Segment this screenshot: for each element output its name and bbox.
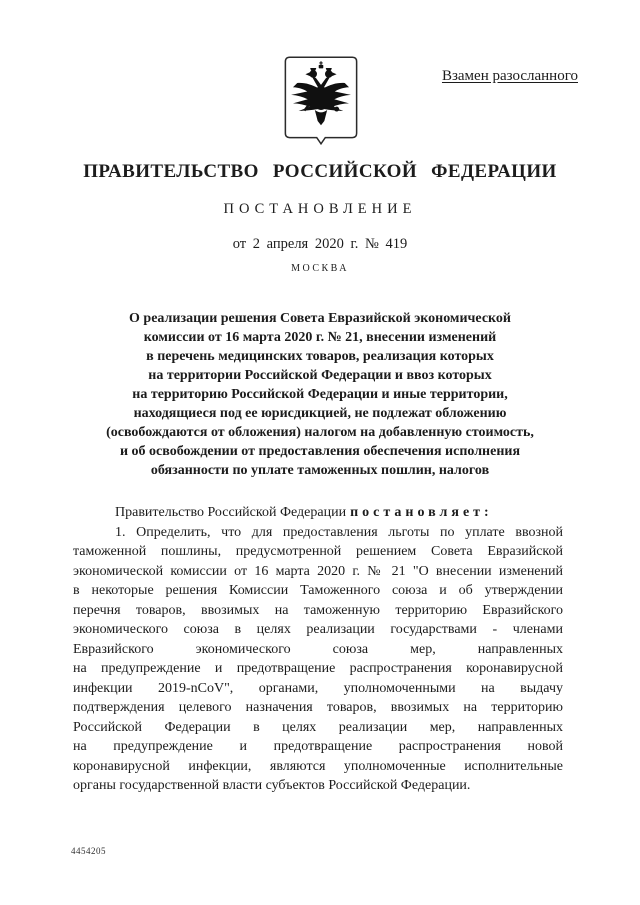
paragraph-1-line: перечня товаров, ввозимых на таможенную территорию Евразийского [73,602,563,618]
paragraph-1-line: экономической комиссии от 16 марта 2020 г. № 21 "О внесении изменений [73,563,563,579]
russia-coat-of-arms-icon [283,55,359,147]
subject-title-line: и об освобождении от предоставления обеспечения исполнения [119,444,521,459]
paragraph-1-line: коронавирусной инфекции, являются уполномоченные исполнительные [73,758,563,774]
paragraph-1-line: экономического союза в целях реализации государствами - членами [73,622,563,637]
subject-title-line: обязанности по уплате таможенных пошлин, налогов [150,463,490,478]
paragraph-1-line: в некоторые решения Комиссии Таможенного союза и об утверждении [73,583,563,598]
subject-title-line: комиссии от 16 марта 2020 г. № 21, внесении изменений [143,330,497,345]
subject-title-line: в перечень медицинских товаров, реализация которых [146,349,494,364]
enacting-clause [73,503,563,523]
replacement-stamp: Взамен разосланного [441,68,578,84]
document-body [73,503,563,796]
subject-title [70,309,570,480]
emblem-plaque [283,55,359,147]
subject-title-line: находящиеся под ее юрисдикцией, не подлежат обложению [133,406,507,421]
city-label: МОСКВА [291,263,349,274]
paragraph-1-line: на предупреждение и предотвращение распространения новой [73,739,563,754]
paragraph-1-line: Российской Федерации в целях реализации мер, направленных [73,719,563,735]
organization-title: ПРАВИТЕЛЬСТВО РОССИЙСКОЙ ФЕДЕРАЦИИ [83,161,557,182]
paragraph-1-line: органы государственной власти субъектов Российской Федерации. [73,778,471,793]
paragraph-1-line: таможенной пошлины, предусмотренной решением Совета Евразийской [73,544,563,559]
paragraph-1-line: подтверждения целевого назначения товаров, ввозимых на территорию [73,700,563,715]
subject-title-line: на территорию Российской Федерации и иные территории, [132,387,508,402]
date-number-line: от 2 апреля 2020 г. № 419 [232,236,408,252]
enacting-clause-plain: Правительство Российской Федерации [115,505,347,520]
paragraph-1 [73,523,563,796]
paragraph-1-line: Евразийского экономического союза мер, направленных [73,641,563,657]
paragraph-1-line: на предупреждение и предотвращение распространения коронавирусной [73,661,563,676]
enacting-clause-emphasis: постановляет: [350,505,493,520]
subject-title-line: на территории Российской Федерации и ввоз которых [148,368,492,383]
print-code: 4454205 [71,846,106,856]
paragraph-1-line: инфекции 2019-nCoV", органами, уполномоченными на выдачу [73,680,563,696]
document-type: ПОСТАНОВЛЕНИЕ [223,201,417,217]
paragraph-1-line: 1. Определить, что для предоставления льготы по уплате ввозной [115,524,563,540]
subject-title-line: О реализации решения Совета Евразийской экономической [129,311,511,326]
subject-title-line: (освобождаются от обложения) налогом на добавленную стоимость, [106,425,534,440]
